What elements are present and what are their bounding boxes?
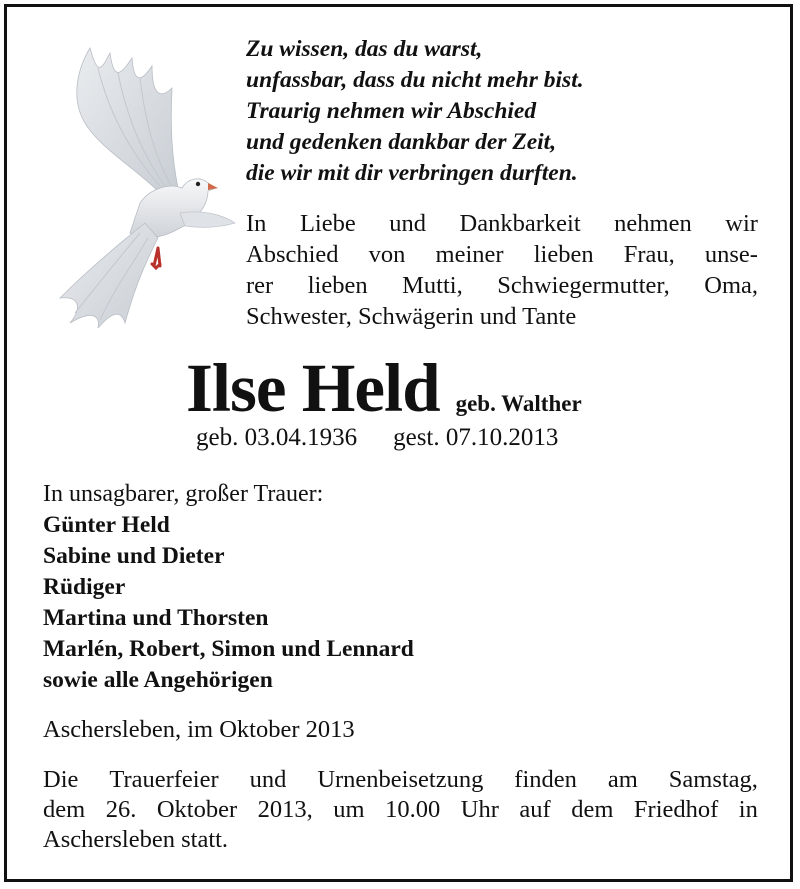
mourner-name: Sabine und Dieter: [43, 543, 225, 569]
mourner-name: Martina und Thorsten: [43, 605, 269, 631]
poem-line: und gedenken dankbar der Zeit,: [246, 129, 557, 155]
poem-line: unfassbar, dass du nicht mehr bist.: [246, 67, 584, 93]
intro-word: Liebe: [299, 210, 356, 237]
death-date: gest. 07.10.2013: [393, 424, 559, 451]
poem-line: Traurig nehmen wir Abschied: [246, 98, 537, 124]
service-word: Trauerfeier: [109, 766, 219, 793]
service-word: und: [249, 766, 287, 793]
intro-line-4: Schwester, Schwägerin und Tante: [246, 303, 577, 330]
service-info: [43, 765, 758, 855]
service-word: Urnenbeisetzung: [317, 766, 484, 793]
mourner-name: Marlén, Robert, Simon und Lennard: [43, 636, 414, 662]
intro-line-1: [246, 208, 758, 239]
intro-word: wir: [725, 210, 758, 237]
poem-line: die wir mit dir verbringen durften.: [246, 160, 578, 186]
intro-word: Frau,: [623, 241, 675, 268]
intro-word: meiner: [435, 241, 504, 268]
intro-line-2: [246, 239, 758, 270]
service-word: Samstag,: [668, 766, 758, 793]
deceased-name-line: [186, 348, 582, 428]
service-word: am: [607, 766, 638, 793]
intro-word: Schwiegermutter,: [497, 272, 670, 299]
service-word: Oktober: [156, 796, 238, 823]
service-word: Die: [43, 766, 79, 793]
mourners-heading: In unsagbarer, großer Trauer:: [43, 481, 324, 507]
intro-word: nehmen: [614, 210, 692, 237]
intro-word: Abschied: [246, 241, 339, 268]
mourner-name: Rüdiger: [43, 574, 126, 600]
service-word: Uhr: [460, 796, 499, 823]
memorial-poem: [246, 34, 766, 189]
intro-word: und: [389, 210, 427, 237]
service-word: 2013,: [257, 796, 313, 823]
intro-word: rer: [246, 272, 274, 299]
intro-word: Oma,: [704, 272, 758, 299]
service-word: 10.00: [385, 796, 441, 823]
service-word: dem: [571, 796, 614, 823]
intro-word: In: [246, 210, 267, 237]
birth-date: geb. 03.04.1936: [196, 424, 358, 451]
service-word: Friedhof: [633, 796, 719, 823]
mourner-name: sowie alle Angehörigen: [43, 667, 273, 693]
deceased-name: Ilse Held: [186, 350, 440, 426]
intro-word: unse-: [704, 241, 758, 268]
service-line-1: [43, 765, 758, 795]
intro-word: Mutti,: [402, 272, 463, 299]
intro-word: lieben: [307, 272, 368, 299]
mourner-name: Günter Held: [43, 512, 170, 538]
place-date: Aschersleben, im Oktober 2013: [43, 716, 355, 743]
poem-line: Zu wissen, das du warst,: [246, 36, 483, 62]
service-word: dem: [43, 796, 86, 823]
service-word: um: [333, 796, 365, 823]
birth-name: geb. Walther: [455, 391, 582, 416]
intro-word: von: [368, 241, 406, 268]
intro-line-3: [246, 270, 758, 301]
service-line-3: Aschersleben statt.: [43, 826, 229, 853]
service-word: finden: [514, 766, 577, 793]
white-dove-icon: [40, 28, 240, 328]
service-word: in: [738, 796, 758, 823]
service-line-2: [43, 795, 758, 825]
intro-word: Dankbarkeit: [459, 210, 581, 237]
service-word: 26.: [105, 796, 137, 823]
intro-text: [246, 208, 758, 332]
service-word: auf: [519, 796, 551, 823]
life-dates: [196, 424, 558, 452]
intro-word: lieben: [533, 241, 594, 268]
mourners-list: [43, 510, 414, 696]
mourners-block: [43, 478, 414, 696]
